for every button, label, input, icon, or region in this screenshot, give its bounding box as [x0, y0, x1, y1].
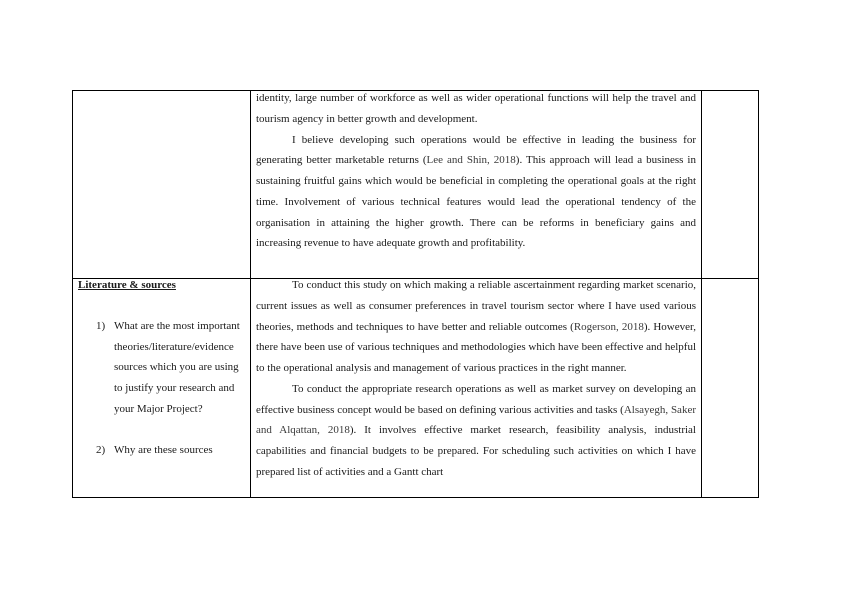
- right-cell-empty: [702, 91, 758, 278]
- question-list: [78, 316, 245, 461]
- question-text: Why are these sources: [114, 444, 213, 457]
- content-cell: [251, 278, 701, 498]
- paragraph: [256, 278, 696, 379]
- question-text: What are the most important theories/literature/evidence sources which you are using to justify your research and your Major Project?: [114, 319, 240, 415]
- section-heading: Literature & sources: [78, 279, 176, 291]
- left-cell-empty: [73, 91, 250, 278]
- left-cell-questions: [73, 278, 250, 498]
- list-item: [78, 316, 245, 420]
- paragraph: [256, 379, 696, 483]
- paragraph-text: To conduct the appropriate research operations as well as market survey on developing an effective business concept would be based on defining various activities and tasks (: [256, 382, 696, 416]
- paragraph-text: I believe developing such operations would be effective in leading the business for generating better marketable returns (: [256, 133, 696, 167]
- paragraph: [256, 91, 696, 130]
- citation: Lee and Shin, 2018: [426, 154, 516, 167]
- list-item: [78, 440, 245, 461]
- paragraph-text: identity, large number of workforce as well as wider operational functions will help the travel and tourism agency in better growth and development.: [256, 92, 696, 125]
- question-number: 1): [96, 319, 106, 332]
- table-row: [73, 91, 758, 279]
- citation: Rogerson, 2018: [573, 320, 644, 333]
- table-row: [73, 278, 758, 498]
- paragraph-text: ). This approach will lead a business in sustaining fruitful gains which would be beneficial in completing the operational goals at the right time. Involvement of various technical features would lead the operational tendency of the organisation in attaining the higher growth. There can be reforms in beneficiary gains and increasing revenue to have adequate growth and profitability.: [256, 154, 696, 250]
- paragraph-text: ). However, there have been use of various techniques and methodologies which have been effective and helpful to the operational analysis and management of various practices in the right manner.: [256, 320, 696, 374]
- right-cell-empty: [702, 278, 758, 498]
- paragraph-text: To conduct this study on which making a reliable ascertainment regarding market scenario, current issues as well as consumer preferences in travel tourism sector where I have used various theories, methods and techniques to have better and reliable outcomes (: [256, 279, 696, 333]
- citation: Alsayegh, Saker and Alqattan, 2018: [256, 403, 696, 437]
- content-cell: [251, 91, 701, 278]
- document-table: [72, 90, 759, 498]
- paragraph: [256, 130, 696, 255]
- paragraph-text: ). It involves effective market research, feasibility analysis, industrial capabilities and financial budgets to be prepared. For scheduling such activities on which I have prepared list of activities and a Gantt chart: [256, 424, 696, 478]
- question-number: 2): [96, 444, 106, 457]
